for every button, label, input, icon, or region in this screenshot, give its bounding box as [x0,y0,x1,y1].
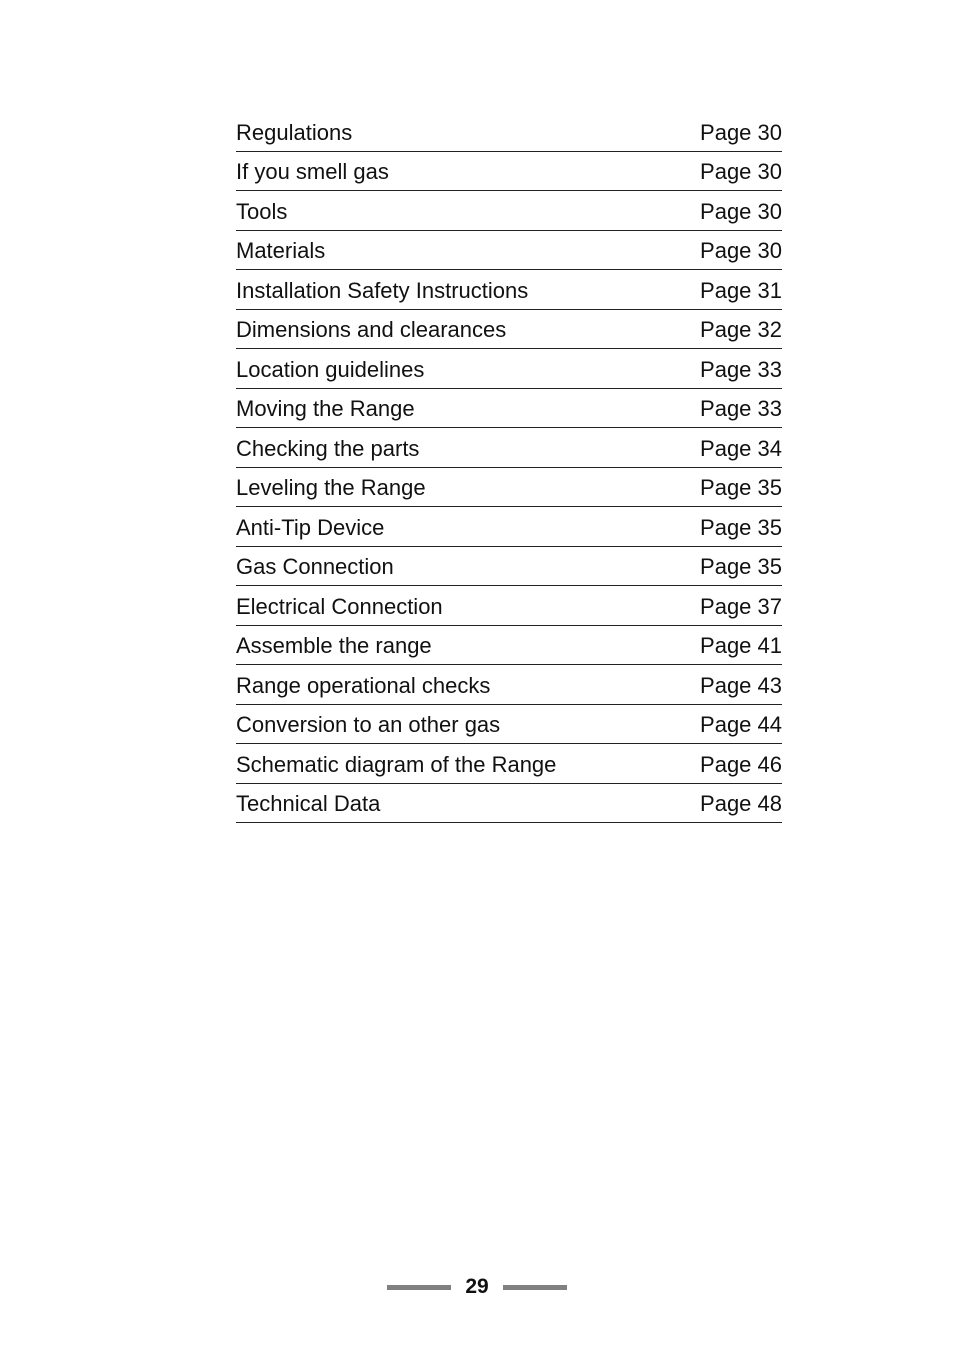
toc-entry-title: Range operational checks [236,672,491,698]
toc-row [236,349,782,389]
toc-row [236,784,782,824]
toc-entry-title: Assemble the range [236,633,432,658]
toc-entry-title: Dimensions and clearances [236,317,507,342]
toc-entry-page: Page 41 [700,633,782,658]
toc-entry-page: Page 34 [700,435,782,461]
toc-entry-title: Leveling the Range [236,475,426,500]
toc-entry-page: Page 48 [700,791,782,816]
page-number: 29 [465,1275,489,1298]
toc-entry-page: Page 33 [700,396,782,421]
toc-row [236,665,782,705]
page-footer [0,1272,954,1302]
toc-entry-page: Page 30 [700,159,782,184]
toc-entry-title: Materials [236,238,326,263]
toc-entry-title: Installation Safety Instructions [236,277,529,303]
toc-entry-page: Page 35 [700,475,782,500]
toc-entry-page: Page 32 [700,317,782,342]
toc-row [236,507,782,547]
toc-row [236,112,782,152]
toc-entry-title: Technical Data [236,791,381,816]
toc-row [236,547,782,587]
toc-entry-page: Page 33 [700,356,782,382]
toc-entry-title: If you smell gas [236,159,389,184]
toc-entry-page: Page 37 [700,593,782,619]
toc-row [236,428,782,468]
toc-row [236,744,782,784]
toc-entry-page: Page 30 [700,238,782,263]
toc-entry-title: Regulations [236,119,353,145]
toc-entry-title: Location guidelines [236,356,425,382]
footer-rule-right [503,1285,567,1290]
toc-entry-title: Checking the parts [236,435,420,461]
toc-row [236,231,782,271]
toc-row [236,270,782,310]
toc-entry-page: Page 43 [700,672,782,698]
toc-entry-title: Conversion to an other gas [236,712,501,737]
toc-entry-page: Page 35 [700,554,782,579]
toc-entry-title: Moving the Range [236,396,415,421]
toc-row [236,586,782,626]
toc-entry-title: Electrical Connection [236,593,443,619]
toc-row [236,468,782,508]
toc-entry-page: Page 30 [700,198,782,224]
toc-row [236,705,782,745]
toc-entry-title: Schematic diagram of the Range [236,751,557,777]
footer-rule-left [387,1285,451,1290]
toc-row [236,389,782,429]
toc-row [236,152,782,192]
toc-row [236,310,782,350]
toc-entry-page: Page 31 [700,277,782,303]
toc-entry-title: Anti-Tip Device [236,514,385,540]
toc-row [236,626,782,666]
toc-entry-page: Page 35 [700,514,782,540]
table-of-contents [236,112,782,823]
toc-row [236,191,782,231]
toc-entry-title: Gas Connection [236,554,394,579]
toc-entry-page: Page 46 [700,751,782,777]
toc-entry-title: Tools [236,198,288,224]
toc-entry-page: Page 44 [700,712,782,737]
toc-entry-page: Page 30 [700,119,782,145]
